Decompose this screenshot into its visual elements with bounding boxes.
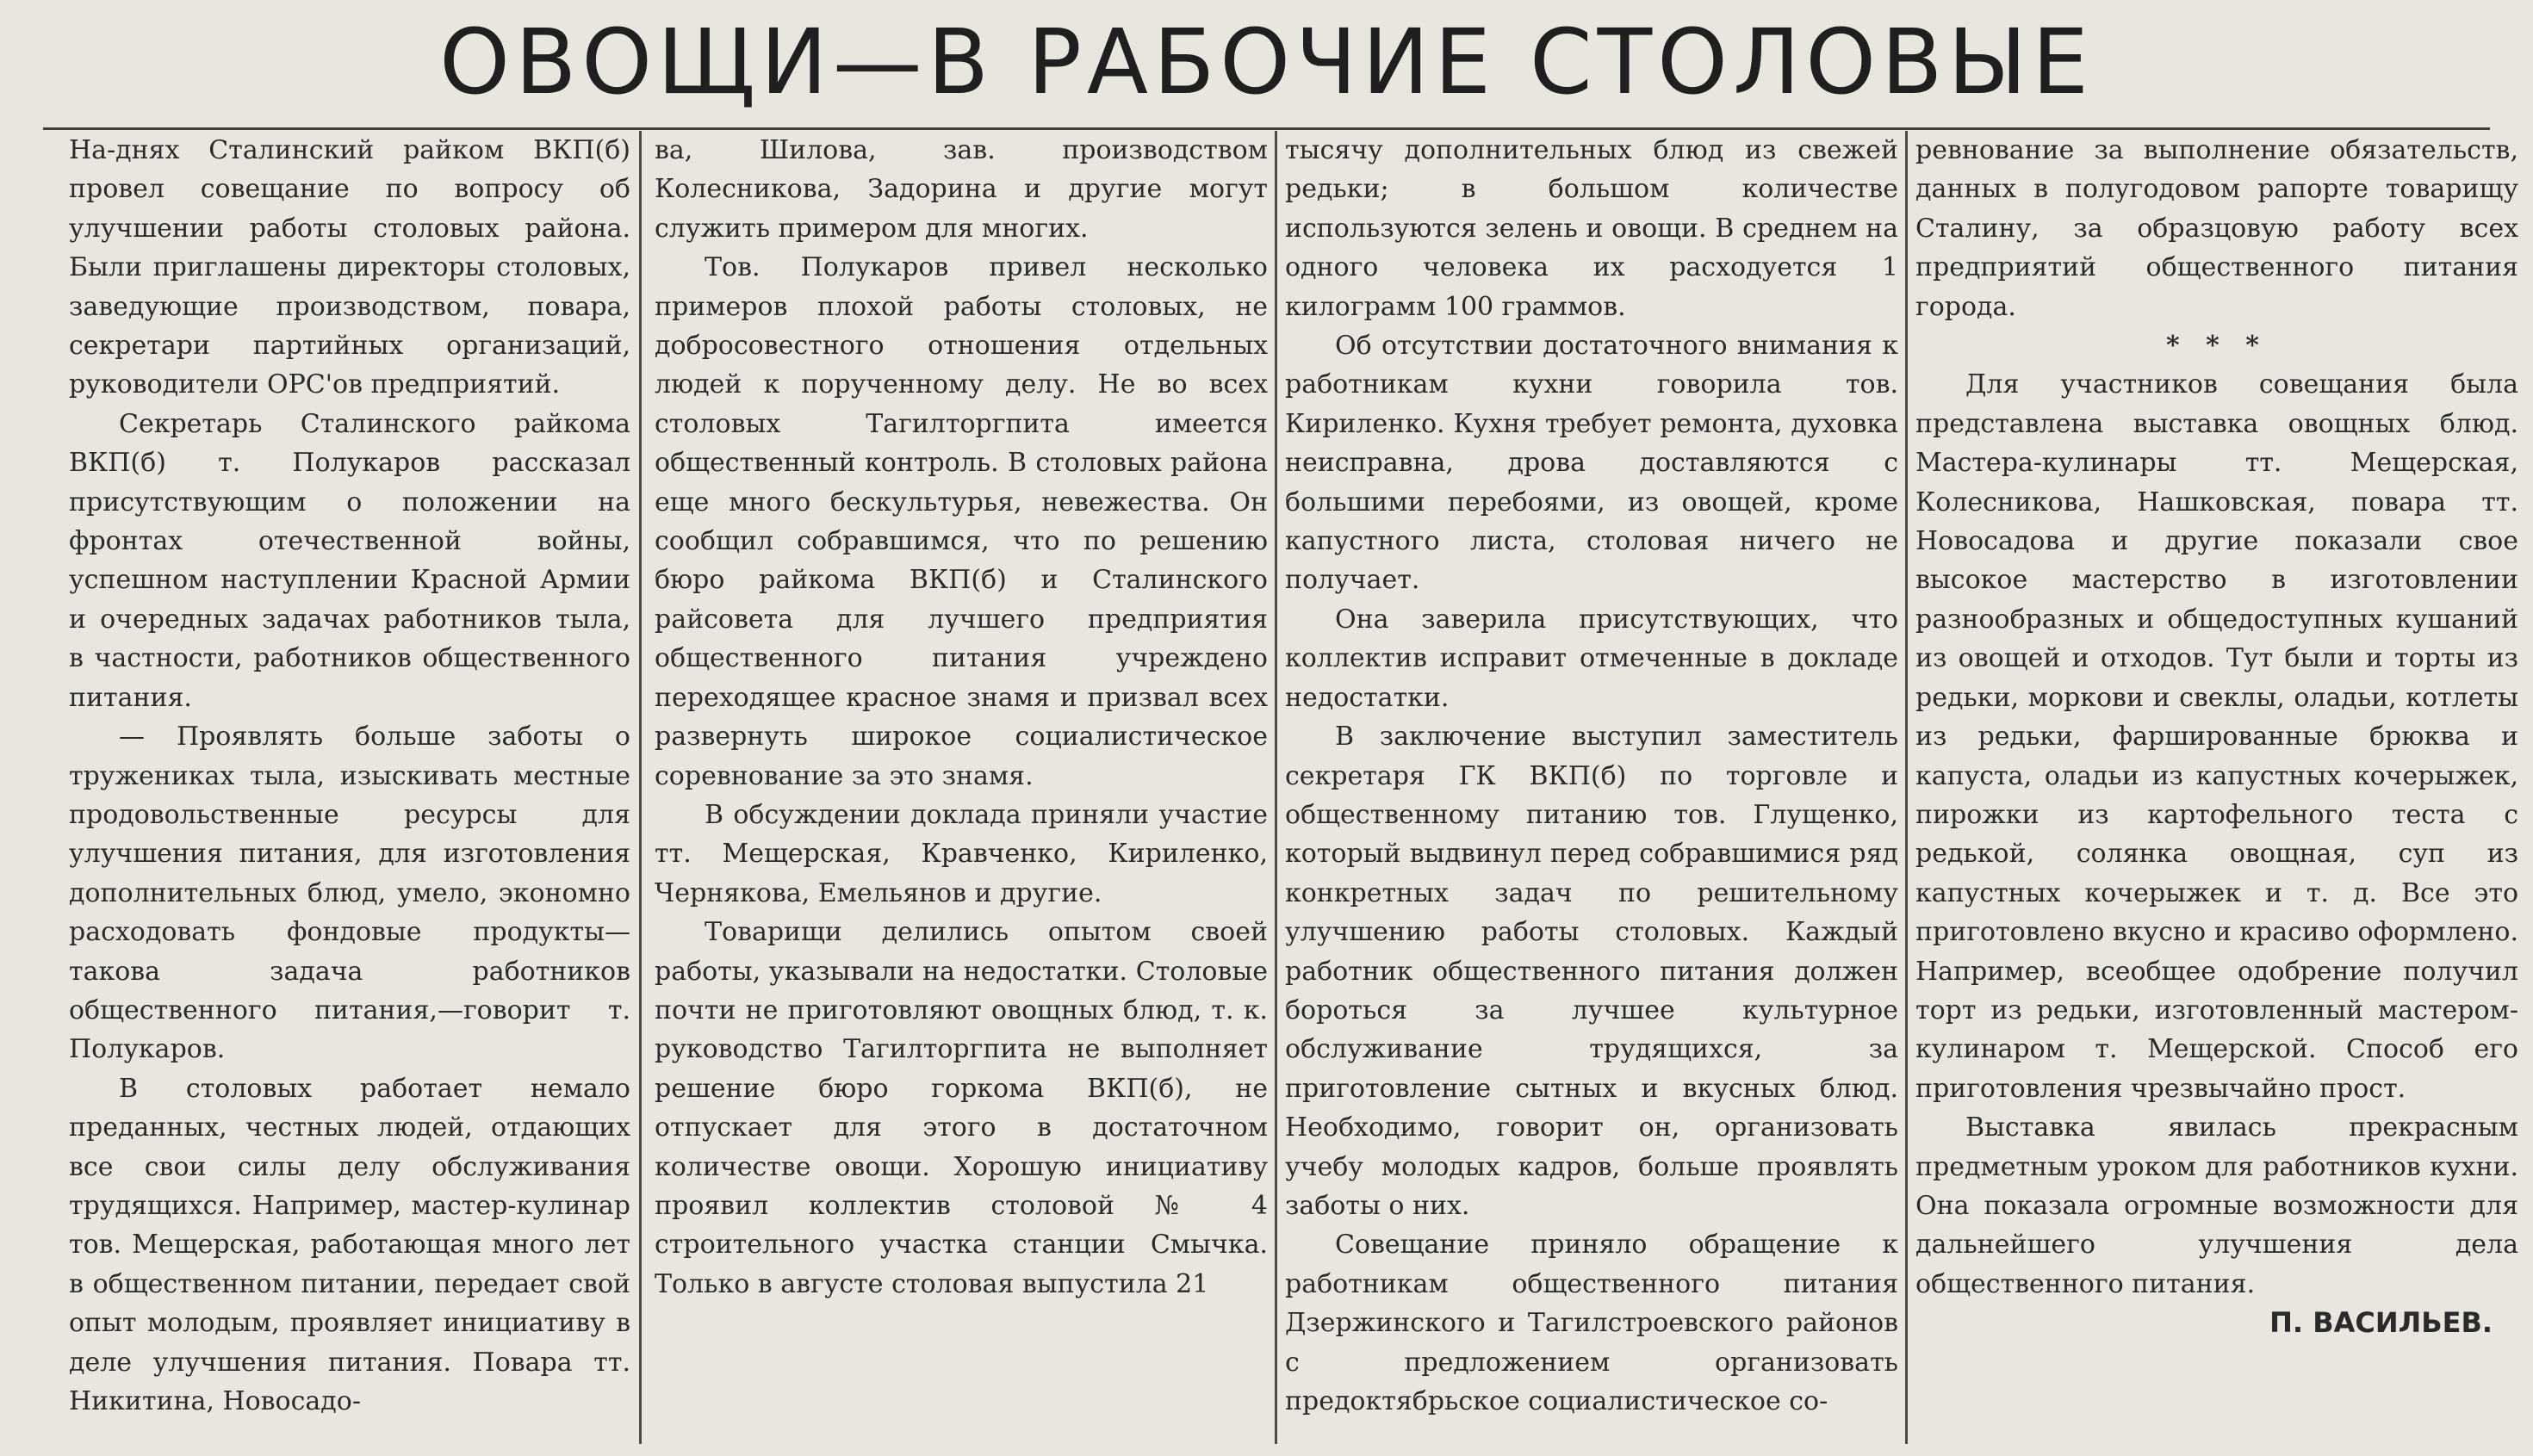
column-divider xyxy=(1275,131,1277,1444)
paragraph: Совещание приняло обращение к работникам общественного питания Дзержинского и Тагилстроевского районов с предложением организовать предоктябрьское социалистическое со- xyxy=(1285,1230,1898,1416)
article-column-3 xyxy=(1285,131,1898,1448)
paragraph: Тов. Полукаров привел несколько примеров плохой работы столовых, не добросовестного отношения отдельных людей к порученному делу. Не во всех столовых Тагилторгпита имеется общественный контроль. В столовых района еще много бескультурья, невежества. Он сообщил собравшимся, что по решению бюро райкома ВКП(б) и Сталинского райсовета для лучшего предприятия общественного питания учреждено переходящее красное знамя и призвал всех развернуть широкое социалистическое соревнование за это знамя. xyxy=(655,252,1268,791)
paragraph: — Проявлять больше заботы о тружениках тыла, изыскивать местные продовольственные ресурсы для улучшения питания, для изготовления дополнительных блюд, умело, экономно расходовать фондовые продукты—такова задача работников общественного питания,—говорит т. Полукаров. xyxy=(69,722,630,1065)
paragraph: В обсуждении доклада приняли участие тт. Мещерская, Кравченко, Кириленко, Чернякова, Емельянов и другие. xyxy=(655,799,1268,908)
author-signature: П. ВАСИЛЬЕВ. xyxy=(2269,1306,2493,1340)
column-divider xyxy=(1905,131,1908,1444)
paragraph: ва, Шилова, зав. производством Колесникова, Задорина и другие могут служить примером для многих. xyxy=(655,135,1268,244)
paragraph: Для участников совещания была представлена выставка овощных блюд. Мастера-кулинары тт. Мещерская, Колесникова, Нашковская, повара тт. Новосадова и другие показали свое высокое мастерство в изготовлении разнообразных и общедоступных кушаний из овощей и отходов. Тут были и торты из редьки, моркови и свеклы, оладьи, котлеты из редьки, фаршированные брюква и капуста, оладьи из капустных кочерыжек, пирожки из картофельного теста с редькой, солянка овощная, суп из капустных кочерыжек и т. д. Все это приготовлено вкусно и красиво оформлено. Например, всеобщее одобрение получил торт из редьки, изготовленный мастером-кулинаром т. Мещерской. Способ его приготовления чрезвычайно прост. xyxy=(1915,369,2518,1104)
article-headline: ОВОЩИ—В РАБОЧИЕ СТОЛОВЫЕ xyxy=(439,9,2094,115)
paragraph: Она заверила присутствующих, что коллектив исправит отмеченные в докладе недостатки. xyxy=(1285,604,1898,713)
headline-rule xyxy=(43,127,2490,130)
paragraph: В заключение выступил заместитель секретаря ГК ВКП(б) по торговле и общественному питанию тов. Глущенко, который выдвинул перед собравшимися ряд конкретных задач по решительному улучшению работы столовых. Каждый работник общественного питания должен бороться за лучшее культурное обслуживание трудящихся, за приготовление сытных и вкусных блюд. Необходимо, говорит он, организовать учебу молодых кадров, больше проявлять заботы о них. xyxy=(1285,722,1898,1221)
column-divider xyxy=(639,131,642,1444)
paragraph: ревнование за выполнение обязательств, данных в полугодовом рапорте товарищу Сталину, за образцовую работу всех предприятий общественного питания города. xyxy=(1915,135,2518,322)
article-column-4 xyxy=(1915,131,2518,1448)
section-separator: * * * xyxy=(2166,331,2268,362)
paragraph: Товарищи делились опытом своей работы, указывали на недостатки. Столовые почти не приготовляют овощных блюд, т. к. руководство Тагилторгпита не выполняет решение бюро горкома ВКП(б), не отпускает для этого в достаточном количестве овощи. Хорошую инициативу проявил коллектив столовой № 4 строительного участка станции Смычка. Только в августе столовая выпустила 21 xyxy=(655,917,1268,1299)
paragraph: На-днях Сталинский райком ВКП(б) провел совещание по вопросу об улучшении работы столовых района. Были приглашены директоры столовых, заведующие производством, повара, секретари партийных организаций, руководители ОРС'ов предприятий. xyxy=(69,135,630,400)
paragraph: тысячу дополнительных блюд из свежей редьки; в большом количестве используются зелень и овощи. В среднем на одного человека их расходуется 1 килограмм 100 граммов. xyxy=(1285,135,1898,322)
paragraph: Выставка явилась прекрасным предметным уроком для работников кухни. Она показала огромные возможности для дальнейшего улучшения дела общественного питания. xyxy=(1915,1112,2518,1299)
paragraph: В столовых работает немало преданных, честных людей, отдающих все свои силы делу обслуживания трудящихся. Например, мастер-кулинар тов. Мещерская, работающая много лет в общественном питании, передает свой опыт молодым, проявляет инициативу в деле улучшения питания. Повара тт. Никитина, Новосадо- xyxy=(69,1073,630,1416)
article-column-2 xyxy=(655,131,1268,1448)
paragraph: Об отсутствии достаточного внимания к работникам кухни говорила тов. Кириленко. Кухня требует ремонта, духовка неисправна, дрова доставляются с большими перебоями, из овощей, кроме капустного листа, столовая ничего не получает. xyxy=(1285,331,1898,596)
article-column-1 xyxy=(69,131,630,1448)
paragraph: Секретарь Сталинского райкома ВКП(б) т. Полукаров рассказал присутствующим о положении на фронтах отечественной войны, успешном наступлении Красной Армии и очередных задачах работников тыла, в частности, работников общественного питания. xyxy=(69,408,630,713)
